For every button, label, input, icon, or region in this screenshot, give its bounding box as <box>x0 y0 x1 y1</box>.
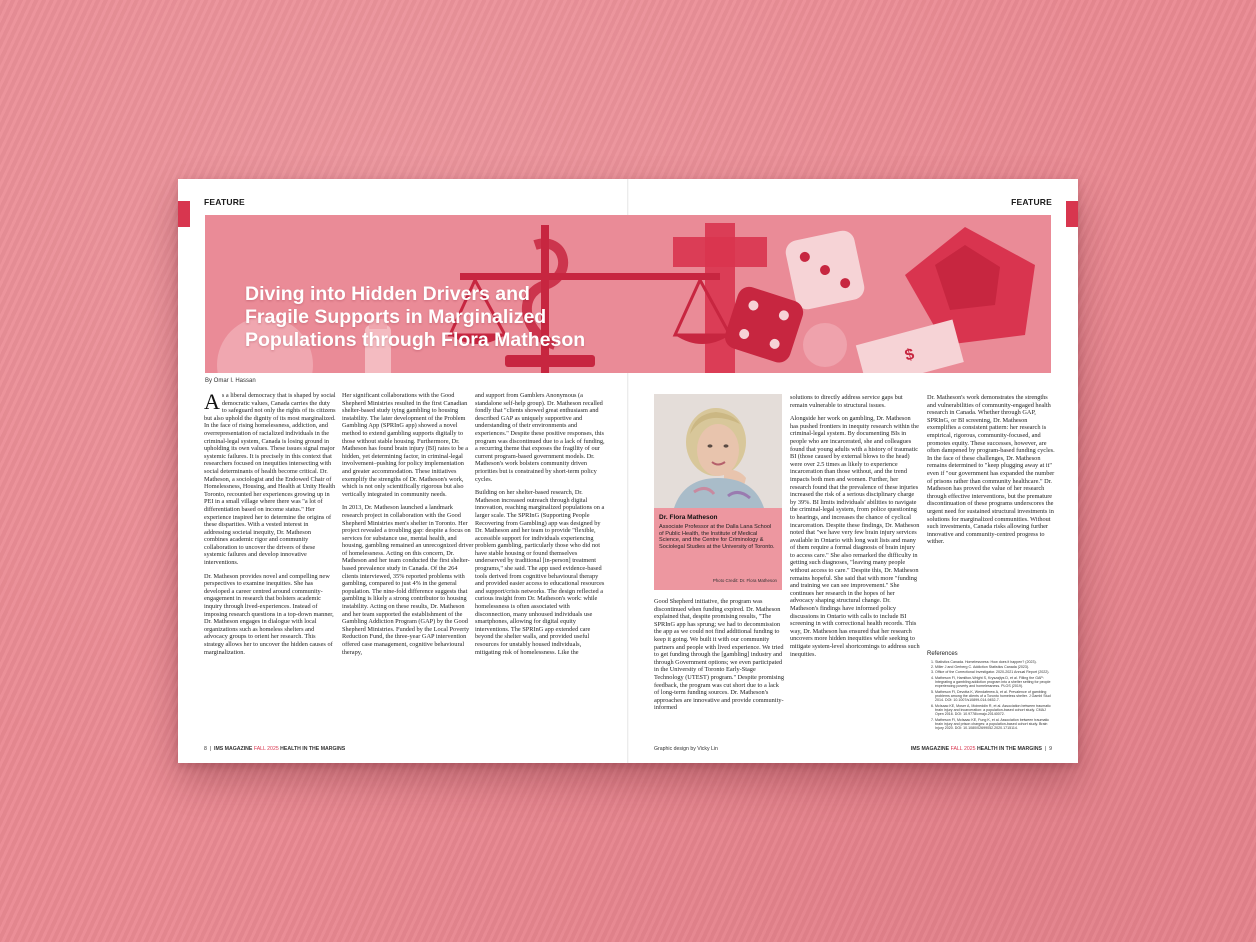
profile-description: Associate Professor at the Dalla Lana School of Public Health, the Institute of Medical Science, and the Centre for Criminology & Sociolegal Studies at the University of Toronto. <box>659 524 775 550</box>
svg-text:$: $ <box>903 345 917 365</box>
article-column-3 <box>475 392 607 662</box>
article-column-2 <box>342 392 474 662</box>
page-number-right: 9 <box>1049 746 1052 752</box>
paragraph: s a liberal democracy that is shaped by social democratic values, Canada carries the duty to safeguard not only the rights of its citizens but also uphold the dignity of its most marginalized. In the face of rising homelessness, addiction, and overrepresentation of racialized individuals in the criminal-legal system, Canada is losing ground in upholding its own values. These issues signal major systemic failures. It is precisely in this context that researchers focused on inequities intersecting with social determinants of health become critical. Dr. Matheson, a sociologist and the Endowed Chair of Homelessness, Housing, and Health at Unity Health Toronto, recounted her experiences growing up in PEI in a small village where there was "a lot of differentiation based on income status." Her experience inspired her to determine the origins of these disparities. With a vested interest in addressing societal inequity, Dr. Matheson combines academic rigor and community collaboration to uncover the drivers of these systemic failures and develop innovative interventions. <box>204 392 336 567</box>
left-section-tab <box>178 201 190 227</box>
reference-item: 6. McIsaac KE, Moser A, Moineddin R, et al. Association between traumatic brain injury and incarceration: a population-based cohort study. CMAJ Open 2016. DOI: 10.9778/cmajo.20140072. <box>935 704 1053 717</box>
reference-item: 1. Statistics Canada. Homelessness: How does it happen? (2023). <box>935 660 1053 664</box>
profile-name: Dr. Flora Matheson <box>659 514 718 521</box>
paragraph: Dr. Matheson's work demonstrates the strengths and vulnerabilities of community-engaged health research in Canada. Whether through GAP, SPRInG, or BI screening, Dr. Matheson exemplifies a consistent pattern: her research is empirical, rigorous, community-focused, and promotes equity. These successes, however, are often dampened by program-based funding cycles. In the face of these challenges, Dr. Matheson remains determined to "keep plugging away at it" even if "our government has expanded the number of prisons rather than community healthcare." Dr. Matheson has proved the value of her research through effective interventions, but the premature discontinuation of these programs underscores the urgent need for sustained structural investments in solutions for marginalized communities. Without such investments, Canada risks allowing further innovative and community-centred progress to wither. <box>927 394 1055 546</box>
paragraph: and support from Gamblers Anonymous (a standalone self-help group). Dr. Matheson recalled fondly that "clients showed great enthusiasm and described GAP as uniquely supportive and understanding of their environments and experiences." Despite these positive responses, this program was discontinued due to a lack of funding, a recurring theme that exposes the fragility of our current program-based government models. Dr. Matheson's work bolsters community driven priorities but is constrained by short-term policy cycles. <box>475 392 605 483</box>
drop-cap: A <box>204 389 220 414</box>
paragraph: solutions to directly address service gaps but remain vulnerable to structural issues. <box>790 394 903 409</box>
byline: By Omar I. Hassan <box>205 378 256 384</box>
issue-label: FALL 2025 <box>950 746 976 752</box>
reference-item: 7. Matheson FI, McIsaac KE, Fung K, et al. Association between traumatic brain injury and prison charges: a population-based cohort study. Brain Injury 2020. DOI: 10.1080/02699052.2020.1715114. <box>935 718 1053 731</box>
section-name: HEALTH IN THE MARGINS <box>280 746 346 752</box>
profile-card <box>654 394 782 590</box>
reference-item: 5. Matheson FI, Devotta K, Wendaferew A, et al. Prevalence of gambling problems among the clients of a Toronto homeless shelter. J Gambl Stud 2014. DOI: 10.1007/s10899-014-9452-7. <box>935 690 1053 703</box>
left-footer: 8 | IMS MAGAZINE FALL 2025 HEALTH IN THE MARGINS <box>204 746 346 752</box>
paragraph: Alongside her work on gambling, Dr. Matheson has pushed frontiers in inequity research within the criminal-legal system. By documenting BIs in people who are incarcerated, she and colleagues found that young adults with a history of traumatic BI (those caused by external blows to the head) were over 2.5 times as likely to experience incarceration than those without, and the trend impacts both men and women. Further, her research found that the prevalence of these injuries increased the risk of a serious disciplinary charge by 39%. BI limits individuals' abilities to navigate the criminal-legal system, from police questioning to hearings, and increases the chance of cyclical incarceration. Despite these findings, Dr. Matheson noted that "we have very few brain injury services available in Ontario with long wait lists and many of them require a formal diagnosis of brain injury to access care." She also remarked the difficulty in getting such diagnoses, "leaving many people without access to care." Despite this, Dr. Matheson remains hopeful. She said that with more "funding and training we can see improvement." She continues her research in the hopes of her advocacy shaping structural change. Dr. Matheson's findings have informed policy discussions in Ontario with calls to include BI screening in with correctional health records. This way, Dr. Matheson has ensured that her research uncovers more hidden inequities while seeking to mitigate system-level shortcomings to address such inequities. <box>790 415 920 658</box>
paragraph: In 2013, Dr. Matheson launched a landmark research project in collaboration with the Good Shepherd Ministries men's shelter in Toronto. Her project revealed a troubling gap: despite a focus on services for substance use, mental health, and housing, gambling remained an unrecognized driver of homelessness. Acting on this concern, Dr. Matheson and her team conducted the first shelter-based prevalence study in Canada. Of the 264 clients interviewed, 35% reported problems with gambling, compared to just 4% in the general population. The nine-fold difference suggests that gambling is likely a strong contributor to housing instability. Acting on these results, Dr. Matheson and her team supported the establishment of the Gambling Addiction Program (GAP) by the Good Shepherd Ministries. Funded by the Local Poverty Reduction Fund, the three-year GAP intervention offered case management, cognitive behavioural therapy, <box>342 504 474 656</box>
magazine-name: IMS MAGAZINE <box>214 746 253 752</box>
article-column-6 <box>927 394 1055 552</box>
reference-item: 4. Matheson FI, Hamilton-Wright S, Kryszajtys D, et al. Filling the GAP: Integrating a gambling addiction program into a shelter setting for people experiencing poverty and homelessness. PLOS (2019). <box>935 676 1053 689</box>
references-list <box>927 660 1053 731</box>
page-number-left: 8 <box>204 746 207 752</box>
graphic-credit: Graphic design by Vicky Lin <box>654 746 718 752</box>
hero-banner <box>205 215 1051 373</box>
magazine-spread <box>178 179 1078 763</box>
reference-item: 3. Office of the Correctional Investigator. 2020-2021 Annual Report (2022). <box>935 670 1053 674</box>
article-column-5 <box>790 394 920 664</box>
article-column-4 <box>654 598 784 718</box>
references <box>927 651 1053 732</box>
section-label-right: FEATURE <box>1011 197 1052 207</box>
portrait-illustration <box>654 394 782 508</box>
magazine-name: IMS MAGAZINE <box>910 746 950 752</box>
paragraph: Dr. Matheson provides novel and compelling new perspectives to examine inequities. She has developed a career centred around community-engagement in research that bolsters academic inquiry through lived-experiences. Instead of imposing research questions in a top-down manner, Dr. Matheson engages in dialogue with local organizations such as homeless shelters and advocacy groups to orient her research. This strategy allows her to uncover the hidden causes of marginalization. <box>204 572 334 656</box>
photo-credit: Photo Credit: Dr. Flora Matheson <box>712 578 777 583</box>
references-title: References <box>927 651 958 657</box>
section-name: HEALTH IN THE MARGINS <box>976 746 1042 752</box>
article-headline: Diving into Hidden Drivers and Fragile Supports in Marginalized Populations through Flora Matheson <box>245 283 586 351</box>
issue-label: FALL 2025 <box>253 746 279 752</box>
paragraph: Good Shepherd initiative, the program was discontinued when funding expired. Dr. Matheson explained that, despite promising results, "The SPRInG app has sprung; we had to decommission the app as we could not find additional funding to keep it going. We built it with our community partners and people with lived experience. We tried to get funding through the [gambling] industry and through Government options; we even participated in the University of Toronto Early-Stage Technology (UTEST) program." Despite promising feedback, the program was cut short due to a lack of long-term funding sources. Dr. Matheson's approaches are innovative and provide community-informed <box>654 598 784 712</box>
right-section-tab <box>1066 201 1078 227</box>
paragraph: Building on her shelter-based research, Dr. Matheson increased outreach through digital innovation, reaching marginalized populations on a larger scale. The SPRInG (Supporting People Recovering from Gambling) app was designed by Dr. Matheson and her team to provide "flexible, accessible support for individuals experiencing problem gambling, particularly those who did not have stable housing or found themselves underserved by traditional [in-person] treatment programs," she said. The app used evidence-based tools derived from cognitive behavioural therapy and provided easier access to educational resources and support/crisis networks. The design reflected a curious insight from Dr. Matheson's work: while homelessness is often associated with disconnection, many unhoused individuals use smartphones, allowing for digital equity interventions. The SPRInG app extended care beyond the shelter walls, and provided useful resources for unstably housed individuals, mitigating risk of homelessness. Like the <box>475 489 605 656</box>
paragraph: Her significant collaborations with the Good Shepherd Ministries resulted in the first Canadian shelter-based study tying gambling to housing instability. The later development of the Problem Gambling App (SPRInG app) showed a novel method to extend gambling supports digitally to those without stable housing. Furthermore, Dr. Matheson has found brain injury (BI) rates to be a hidden, yet determining factor, in criminal-legal involvement–pushing for policy implementation and greater accommodation. These initiatives exemplify the strengths of Dr. Matheson's work, which is not only scientifically rigorous but also vertically integrated in community needs. <box>342 392 469 498</box>
section-label-left: FEATURE <box>204 197 245 207</box>
right-footer: IMS MAGAZINE FALL 2025 HEALTH IN THE MARGINS | 9 <box>910 746 1052 752</box>
article-column-1 <box>204 389 336 662</box>
reference-item: 2. Miller J and Gerberg C. Addiction Statistics Canada (2023). <box>935 665 1053 669</box>
portrait-photo <box>654 394 782 508</box>
